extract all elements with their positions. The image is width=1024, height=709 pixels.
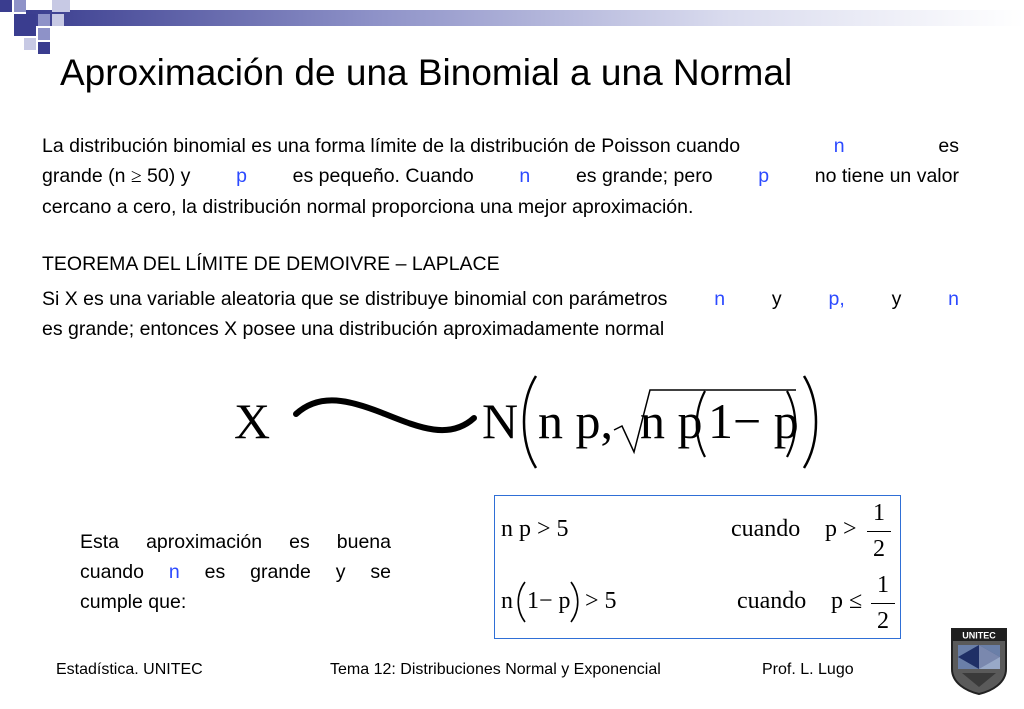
decor-square (52, 14, 64, 26)
formula-n: N (482, 393, 519, 449)
unitec-logo (948, 625, 1010, 695)
formula-inner-right-paren (784, 388, 800, 460)
decor-square (38, 14, 50, 26)
condition-1-denominator: 2 (873, 536, 885, 562)
intro-line-1: La distribución binomial es una forma límite de la distribución de Poisson cuando n es (42, 135, 959, 157)
condition-2-when: cuando (737, 588, 807, 614)
tilde-distributed-symbol (290, 392, 480, 452)
intro-line-2: grande (n ≥ 50) y p es pequeño. Cuando n es grande; pero p no tiene un valor (42, 165, 959, 187)
formula-inner-left-paren (692, 388, 708, 460)
condition-2-right-paren (569, 580, 581, 624)
theorem-paragraph (42, 284, 959, 344)
footer-left: Estadística. UNITEC (56, 661, 203, 678)
conditions-box (494, 495, 901, 639)
logo-text: UNITEC (962, 630, 996, 641)
condition-2-denominator: 2 (877, 608, 889, 634)
footer-right: Prof. L. Lugo (762, 661, 854, 678)
condition-1-when: cuando (731, 516, 801, 542)
condition-2-n: n (501, 588, 513, 614)
fraction-bar (871, 603, 895, 604)
condition-2-left-paren (515, 580, 527, 624)
decor-square (0, 0, 12, 12)
condition-1-left: n p > 5 (501, 516, 569, 542)
decor-square (24, 38, 36, 50)
theorem-line-2: es grande; entonces X posee una distribución aproximadamente normal (42, 318, 665, 340)
formula-x: X (234, 393, 271, 449)
decor-square (14, 14, 36, 36)
formula-one-minus-p: 1− p (708, 393, 799, 449)
formula-left-paren (518, 372, 540, 472)
condition-1-numerator: 1 (873, 500, 885, 526)
theorem-line-1: Si X es una variable aleatoria que se distribuye binomial con parámetros n y p, y n (42, 288, 959, 310)
intro-paragraph (42, 131, 959, 222)
condition-2-right: > 5 (585, 588, 617, 614)
fraction-bar (867, 531, 891, 532)
theorem-title: TEOREMA DEL LÍMITE DE DEMOIVRE – LAPLACE (42, 253, 500, 275)
intro-line-3: cercano a cero, la distribución normal proporciona una mejor aproximación. (42, 196, 694, 218)
formula-right-paren (800, 372, 822, 472)
condition-2-numerator: 1 (877, 572, 889, 598)
footer-center: Tema 12: Distribuciones Normal y Exponencial (330, 661, 661, 678)
slide-title: Aproximación de una Binomial a una Normal (60, 52, 793, 93)
condition-1-p: p > (825, 516, 857, 542)
formula-np-inner: n p (640, 393, 703, 449)
decor-square (14, 0, 26, 12)
condition-2-inner: 1− p (527, 588, 571, 614)
decor-square (52, 0, 70, 12)
condition-2-p: p ≤ (831, 588, 863, 614)
formula-np: n p, (538, 393, 613, 449)
header-gradient-bar (26, 10, 1024, 26)
approximation-note: Esta aproximación es buena cuando n es grande y se cumple que: (80, 531, 391, 613)
decor-square (38, 28, 50, 40)
decor-square (38, 42, 50, 54)
